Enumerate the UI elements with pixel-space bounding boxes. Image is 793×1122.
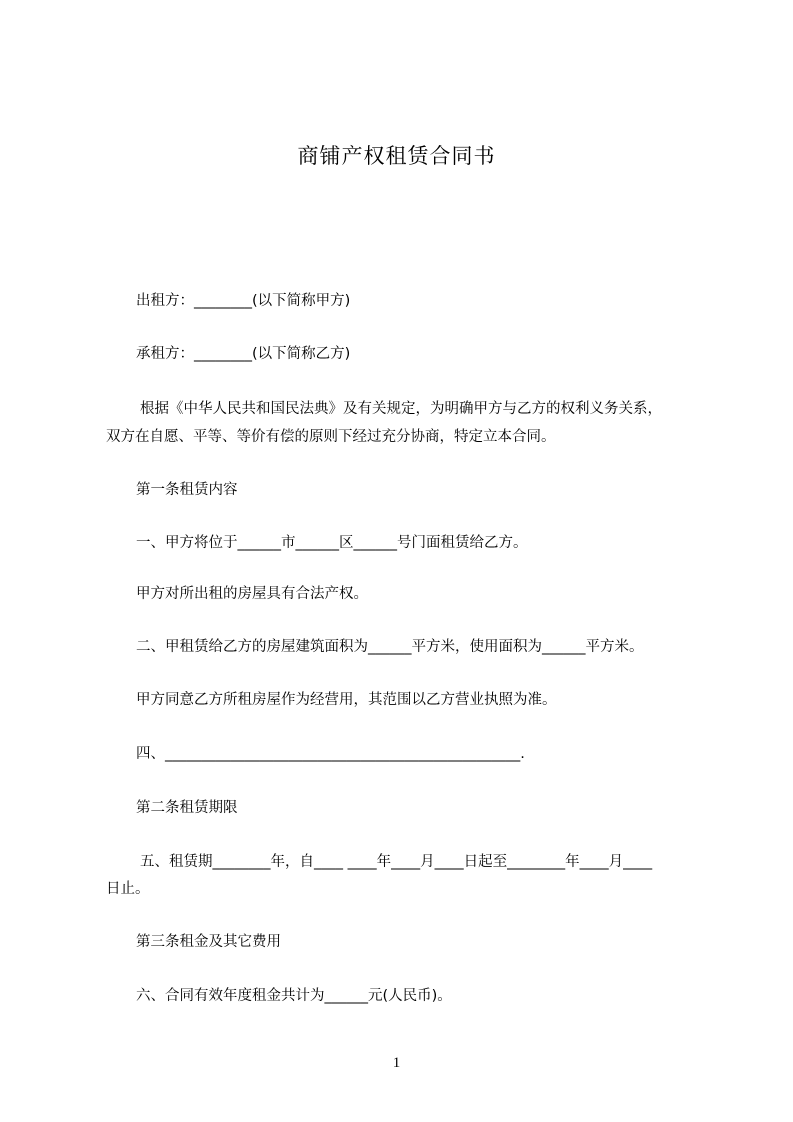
- article-3-heading: 第三条租金及其它费用: [136, 934, 281, 950]
- lessee-line: 承租方：________(以下简称乙方): [136, 346, 351, 362]
- clause-4: 四、_________________________________________________.: [136, 746, 525, 762]
- preamble-line-1: 根据《中华人民共和国民法典》及有关规定，为明确甲方与乙方的权利义务关系，: [140, 401, 662, 417]
- clause-5-line-1: 五、租赁期________年，自____ ____年____月____日起至________年____月____: [140, 854, 653, 870]
- clause-5-line-2: 日止。: [106, 881, 150, 897]
- article-1-heading: 第一条租赁内容: [136, 482, 238, 498]
- clause-1: 一、甲方将位于______市______区______号门面租赁给乙方。: [136, 535, 528, 551]
- preamble-line-2: 双方在自愿、平等、等价有偿的原则下经过充分协商，特定立本合同。: [106, 429, 556, 445]
- page-number: 1: [392, 1055, 401, 1071]
- lessor-line: 出租方：________(以下简称甲方): [136, 293, 351, 309]
- clause-2: 二、甲租赁给乙方的房屋建筑面积为______平方米，使用面积为______平方米。: [136, 639, 644, 655]
- clause-6: 六、合同有效年度租金共计为______元(人民币)。: [136, 988, 452, 1004]
- article-2-heading: 第二条租赁期限: [136, 800, 238, 816]
- clause-2-note: 甲方同意乙方所租房屋作为经营用，其范围以乙方营业执照为准。: [136, 692, 557, 708]
- clause-1-note: 甲方对所出租的房屋具有合法产权。: [136, 586, 368, 602]
- document-title: 商铺产权租赁合同书: [297, 144, 496, 168]
